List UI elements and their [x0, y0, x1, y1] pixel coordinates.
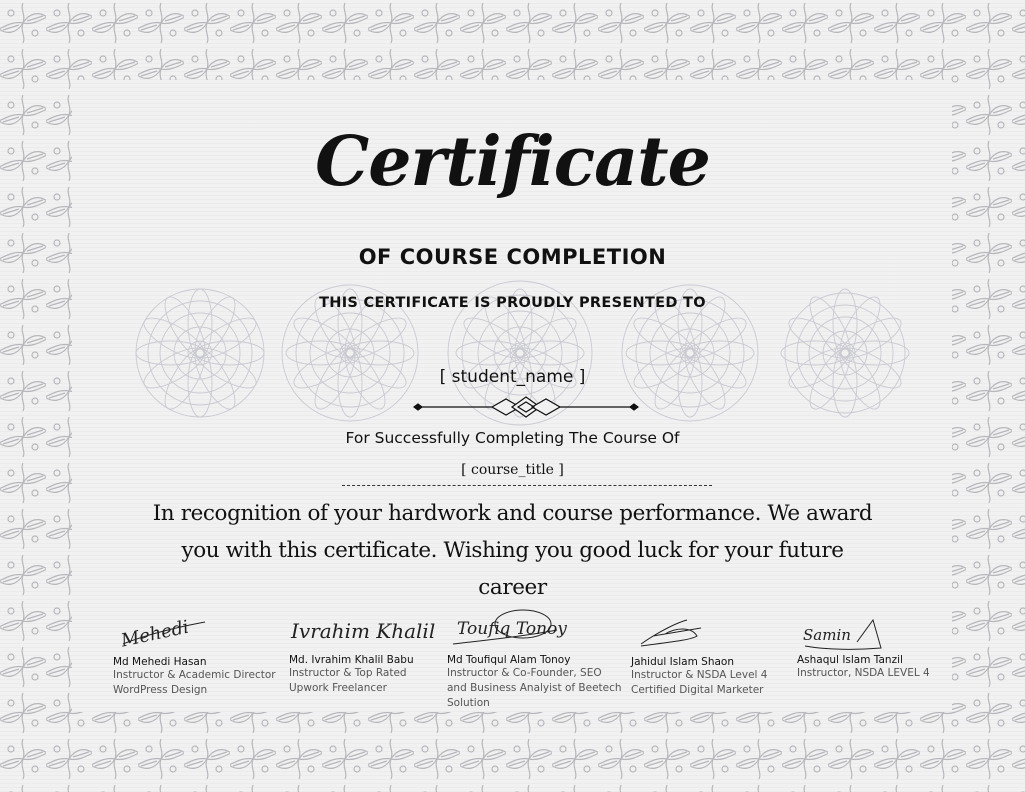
signatory-role: Instructor & Top Rated: [289, 667, 407, 679]
signatory-3: [447, 600, 622, 709]
signatory-role: Instructor & Academic Director: [113, 669, 276, 681]
signatory-role: Certified Digital Marketer: [631, 684, 764, 696]
svg-text:Samin: Samin: [803, 626, 851, 644]
certificate-title: Certificate: [315, 122, 710, 202]
signatory-role: and Business Analyist of Beetech: [447, 682, 622, 694]
course-title-placeholder: [ course_title ]: [461, 462, 564, 478]
signature-1: [113, 600, 213, 654]
signature-5: [797, 600, 897, 652]
signatory-name: Jahidul Islam Shaon: [631, 656, 734, 668]
certificate-subtitle: OF COURSE COMPLETION: [358, 245, 667, 269]
signature-2: [289, 600, 436, 652]
signatory-name: Md. Ivrahim Khalil Babu: [289, 654, 414, 666]
signature-4: [631, 600, 721, 654]
signatory-role: Instructor & Co-Founder, SEO: [447, 667, 602, 679]
signatory-name: Md Toufiqul Alam Tonoy: [447, 654, 571, 666]
diamond-divider-icon: [412, 396, 640, 418]
signatory-role: Instructor, NSDA LEVEL 4: [797, 667, 930, 679]
signatory-name: Md Mehedi Hasan: [113, 656, 207, 668]
svg-text:Mehedi: Mehedi: [119, 616, 191, 652]
presented-to-text: THIS CERTIFICATE IS PROUDLY PRESENTED TO: [319, 295, 706, 311]
recognition-text: In recognition of your hardwork and course performance. We award you with this certificate. Wishing you good luck for your future career: [152, 501, 873, 600]
signatory-role: Instructor & NSDA Level 4: [631, 669, 768, 681]
signatory-4: [631, 600, 767, 698]
signatory-role: Upwork Freelancer: [289, 682, 387, 694]
signatory-5: [797, 600, 930, 681]
signatory-1: [113, 600, 276, 698]
svg-text:Ivrahim Khalil: Ivrahim Khalil: [291, 619, 436, 643]
signatory-name: Ashaqul Islam Tanzil: [797, 654, 903, 666]
completing-text: For Successfully Completing The Course Of: [345, 429, 680, 447]
student-name-placeholder: [ student_name ]: [439, 367, 586, 387]
signature-3: [447, 600, 567, 652]
course-underline: [342, 485, 712, 486]
svg-text:Toufiq Tonoy: Toufiq Tonoy: [457, 619, 567, 639]
signatory-2: [289, 600, 436, 696]
signatory-role: WordPress Design: [113, 684, 208, 696]
signatory-role: Solution: [447, 697, 490, 709]
